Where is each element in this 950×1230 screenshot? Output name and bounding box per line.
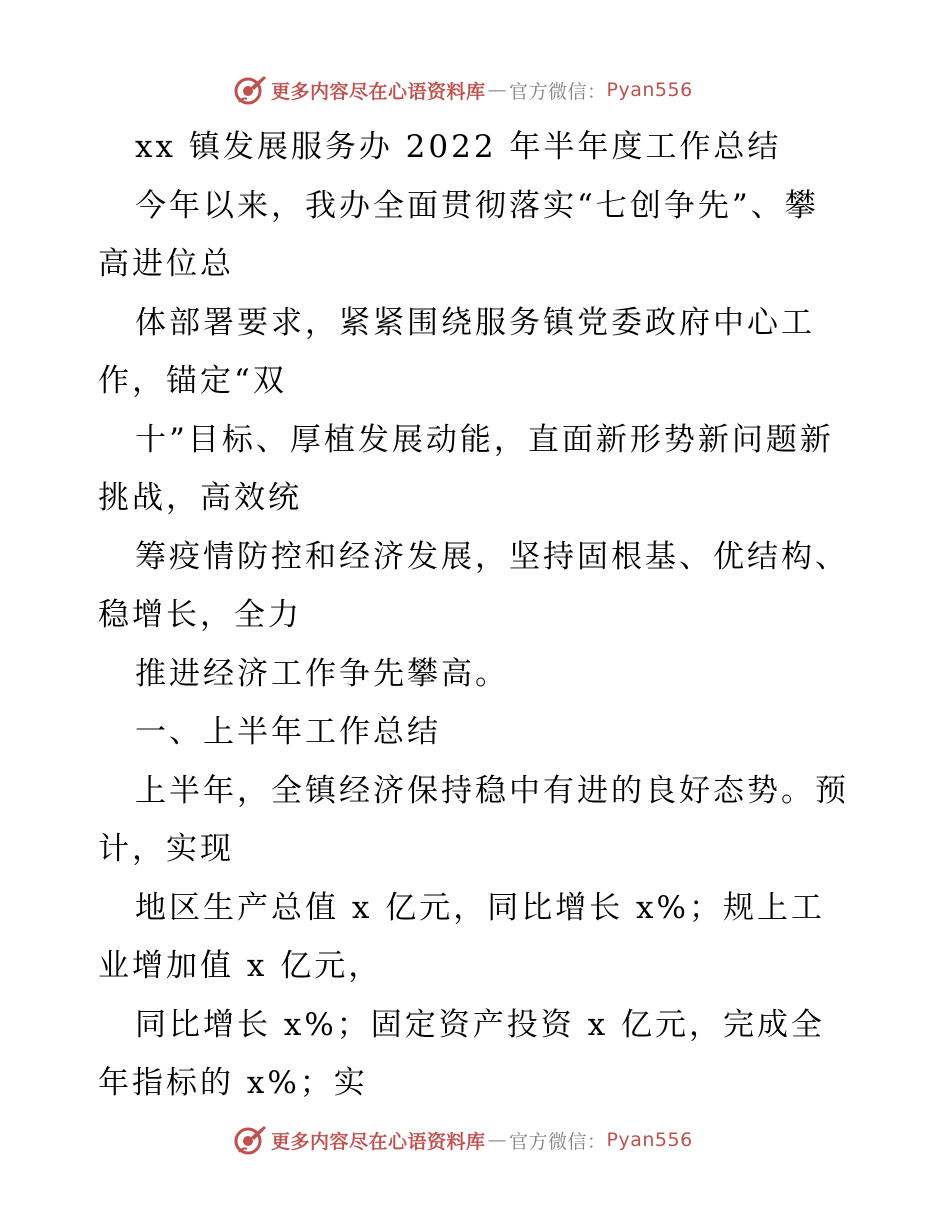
text-line: 筹疫情防控和经济发展，坚持固根基、优结构、 [135, 538, 849, 575]
watermark-wechat-id: Pyan556 [606, 79, 693, 101]
text-line: 今年以来，我办全面贯彻落实“七创争先”、攀 [135, 187, 819, 224]
text-line: 上半年，全镇经济保持稳中有进的良好态势。预 [135, 772, 849, 809]
watermark-separator: — [487, 1129, 508, 1151]
document-body [98, 118, 868, 1113]
header-watermark-banner [233, 70, 693, 110]
watermark-wechat-id: Pyan556 [606, 1129, 693, 1151]
text-line: 业增加值 x 亿元， [98, 948, 383, 984]
watermark-wechat-label: 官方微信： [509, 80, 607, 103]
watermark-text: 更多内容尽在心语资料库 [271, 1130, 486, 1153]
watermark-separator: — [487, 79, 508, 101]
footer-watermark-banner [233, 1120, 693, 1160]
text-line: 计，实现 [98, 831, 234, 867]
text-line: 挑战，高效统 [98, 480, 302, 516]
text-line: 同比增长 x%；固定资产投资 x 亿元，完成全 [135, 1006, 825, 1043]
watermark-wechat-label: 官方微信： [509, 1130, 607, 1153]
text-line: 作，锚定“双 [98, 363, 287, 399]
section-heading: 一、上半年工作总结 [135, 714, 441, 750]
pen-logo-icon [233, 1123, 267, 1157]
watermark-text: 更多内容尽在心语资料库 [271, 80, 486, 103]
text-line: 推进经济工作争先攀高。 [135, 655, 509, 692]
text-line: 地区生产总值 x 亿元，同比增长 x%；规上工 [135, 889, 825, 926]
text-line: 高进位总 [98, 246, 234, 282]
document-title: xx 镇发展服务办 2022 年半年度工作总结 [135, 129, 782, 165]
pen-logo-icon [233, 73, 267, 107]
text-line: 稳增长，全力 [98, 597, 302, 633]
text-line: 十”目标、厚植发展动能，直面新形势新问题新 [135, 421, 834, 458]
text-line: 体部署要求，紧紧围绕服务镇党委政府中心工 [135, 304, 815, 341]
text-line: 年指标的 x%；实 [98, 1065, 368, 1101]
